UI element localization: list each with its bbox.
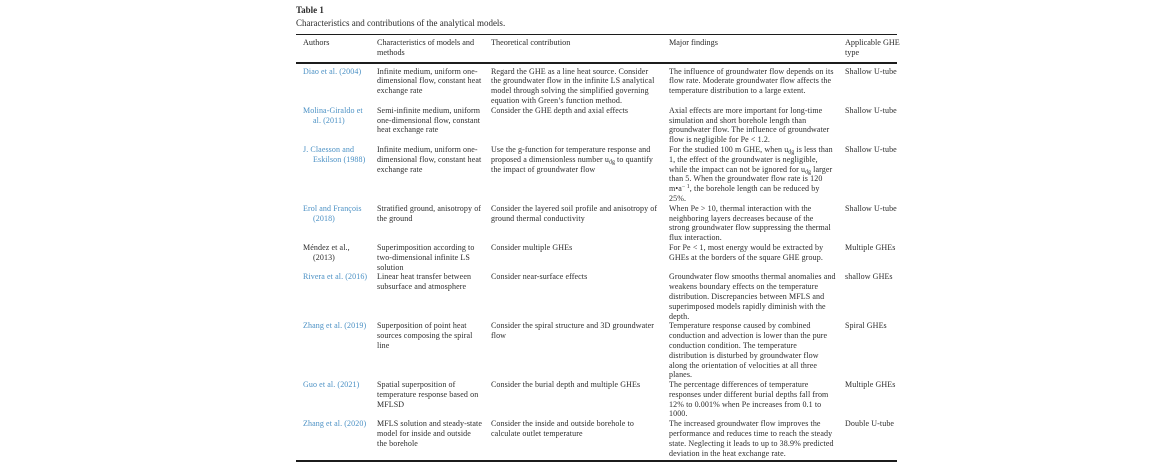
- authors-cell: [303, 321, 377, 380]
- table-label: Table 1: [296, 5, 324, 15]
- table-header-row: [296, 35, 900, 62]
- characteristics-cell: Infinite medium, uniform one-dimensional flow, constant heat exchange rate: [377, 66, 482, 96]
- author-citation-link[interactable]: Molina-Giraldo et al. (2011): [303, 105, 363, 125]
- characteristics-cell: Stratified ground, anisotropy of the ground: [377, 203, 482, 223]
- table-row: [296, 204, 897, 243]
- column-header-contribution: Theoretical contribution: [491, 38, 571, 47]
- characteristics-cell: Infinite medium, uniform one-dimensional flow, constant heat exchange rate: [377, 144, 482, 174]
- findings-cell: The percentage differences of temperature responses under different burial depths fall from 12% to 0.001% when Pe increases from 0.1 to 1000.: [669, 380, 829, 419]
- table-caption: Characteristics and contributions of the analytical models.: [296, 18, 506, 28]
- authors-cell: [303, 106, 377, 145]
- author-citation-link[interactable]: Zhang et al. (2020): [303, 419, 367, 429]
- table-row: [296, 419, 897, 458]
- authors-cell: [303, 67, 377, 106]
- table-row: [296, 321, 897, 380]
- contribution-cell: Consider the inside and outside borehole to calculate outlet temperature: [491, 419, 634, 439]
- findings-cell: The influence of groundwater flow depends on its flow rate. Moderate groundwater flow affects the temperature distribution to a large extent.: [669, 66, 834, 96]
- table-row: [296, 145, 897, 204]
- contribution-cell: Consider the layered soil profile and anisotropy of ground thermal conductivity: [491, 203, 658, 223]
- table-row: [296, 272, 897, 321]
- paper-table: [296, 5, 900, 462]
- findings-cell: Axial effects are more important for long-time simulation and short borehole length than groundwater flow. The influence of groundwater flow is negligible for Pe < 1.2.: [669, 105, 830, 145]
- author-citation-link: Méndez et al., (2013): [303, 242, 350, 262]
- column-header-findings: Major findings: [669, 38, 718, 47]
- ghe-type-cell: Double U-tube: [845, 419, 895, 429]
- contribution-cell: Use the g-function for temperature response and proposed a dimensionless number $u_{dg}$ to quantify the impact of groundwater flow: [491, 144, 654, 174]
- author-citation-link[interactable]: Diao et al. (2004): [303, 66, 362, 76]
- ghe-type-cell: Shallow U-tube: [845, 144, 897, 154]
- column-header-characteristics: Characteristics of models and methods: [377, 38, 475, 57]
- authors-cell: [303, 380, 377, 419]
- characteristics-cell: Superimposition according to two-dimensional infinite LS solution: [377, 242, 475, 272]
- ghe-type-cell: Multiple GHEs: [845, 242, 896, 252]
- table-row: [296, 67, 897, 106]
- ghe-type-cell: Shallow U-tube: [845, 203, 897, 213]
- ghe-type-cell: Spiral GHEs: [845, 321, 887, 331]
- authors-cell: [303, 272, 377, 321]
- author-citation-link[interactable]: Guo et al. (2021): [303, 380, 360, 390]
- table-row: [296, 243, 897, 272]
- column-header-authors: Authors: [303, 38, 330, 47]
- contribution-cell: Consider near-surface effects: [491, 272, 588, 282]
- ghe-type-cell: Shallow U-tube: [845, 105, 897, 115]
- characteristics-cell: Superposition of point heat sources composing the spiral line: [377, 321, 473, 350]
- authors-cell: [303, 204, 377, 243]
- author-citation-link[interactable]: Erol and François (2018): [303, 203, 362, 223]
- ghe-type-cell: Shallow U-tube: [845, 66, 897, 76]
- author-citation-link[interactable]: Zhang et al. (2019): [303, 321, 367, 331]
- contribution-cell: Consider multiple GHEs: [491, 242, 573, 252]
- characteristics-cell: Linear heat transfer between subsurface and atmosphere: [377, 272, 472, 292]
- author-citation-link[interactable]: Rivera et al. (2016): [303, 272, 368, 282]
- ghe-type-cell: Multiple GHEs: [845, 380, 896, 390]
- findings-cell: For Pe < 1, most energy would be extracted by GHEs at the borders of the square GHE group.: [669, 242, 824, 262]
- characteristics-cell: MFLS solution and steady-state model for inside and outside the borehole: [377, 419, 482, 448]
- author-citation-link[interactable]: J. Claesson and Eskilson (1988): [303, 144, 366, 164]
- table-row: [296, 380, 897, 419]
- column-header-ghe-type: Applicable GHE type: [845, 38, 900, 57]
- contribution-cell: Consider the spiral structure and 3D groundwater flow: [491, 321, 654, 341]
- table-row: [296, 106, 897, 145]
- contribution-cell: Consider the burial depth and multiple GHEs: [491, 380, 641, 390]
- characteristics-cell: Semi-infinite medium, uniform one-dimensional flow, constant heat exchange rate: [377, 105, 481, 135]
- authors-cell: [303, 243, 377, 272]
- findings-cell: When Pe > 10, thermal interaction with the neighboring layers decreases because of the strong groundwater flow suppressing the thermal flux interaction.: [669, 203, 831, 243]
- contribution-cell: Regard the GHE as a line heat source. Consider the groundwater flow in the infinite LS analytical model through solving the simplified governing equation with Green’s function method.: [491, 66, 655, 105]
- findings-cell: For the studied 100 m GHE, when $u_{dg}$ is less than 1, the effect of the groundwater is negligible, while the impact can not be ignored for $u_{dg}$ larger than 5. When the groundwater flow rate is 120 $m•a^{- 1}$, the borehole length can be reduced by 25%.: [669, 144, 833, 203]
- contribution-cell: Consider the GHE depth and axial effects: [491, 105, 629, 115]
- ghe-type-cell: shallow GHEs: [845, 272, 893, 282]
- characteristics-cell: Spatial superposition of temperature response based on MFLSD: [377, 380, 479, 409]
- findings-cell: Groundwater flow smooths thermal anomalies and weakens boundary effects on the temperature distribution. Discrepancies between MFLS and superimposed models rapidly diminish with the depth.: [669, 272, 836, 321]
- findings-cell: The increased groundwater flow improves the performance and reduces time to reach the steady state. Neglecting it leads to up to 38.9% predicted deviation in the heat exchange rate.: [669, 419, 834, 458]
- authors-cell: [303, 145, 377, 204]
- findings-cell: Temperature response caused by combined conduction and advection is lower than the pure conduction condition. The temperature distribution is disturbed by groundwater flow along the orientation of velocities at all three planes.: [669, 321, 828, 380]
- table-body: [296, 64, 897, 461]
- authors-cell: [303, 419, 377, 458]
